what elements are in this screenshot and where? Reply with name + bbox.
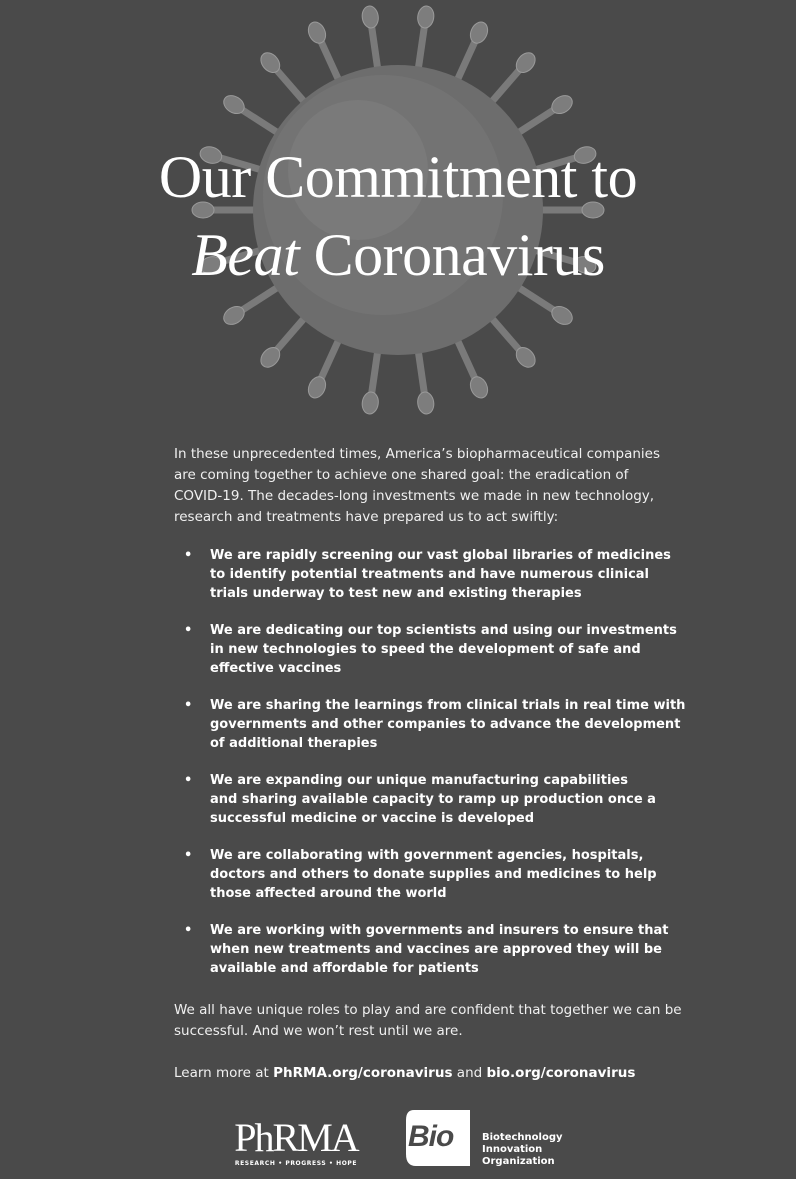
intro-line: research and treatments have prepared us to act swiftly: — [174, 509, 559, 525]
commitment-text: those affected around the world — [210, 886, 447, 901]
commitment-item — [182, 546, 671, 603]
virus-spike-head — [467, 19, 491, 46]
bullet-dot: • — [184, 623, 193, 638]
commitment-item — [182, 846, 657, 903]
bio-link[interactable]: bio.org/coronavirus — [486, 1065, 636, 1081]
bullet-dot: • — [184, 848, 193, 863]
headline-line-1: Our Commitment to — [158, 144, 638, 210]
bullet-dot: • — [184, 923, 193, 938]
phrma-link[interactable]: PhRMA.org/coronavirus — [273, 1065, 453, 1081]
virus-spike-head — [467, 374, 491, 401]
headline-line-2 — [0, 220, 796, 290]
commitment-text: We are expanding our unique manufacturing capabilities — [210, 773, 628, 788]
commitment-text: of additional therapies — [210, 736, 378, 751]
learn-more-prefix: Learn more at — [174, 1065, 274, 1081]
virus-spike-head — [416, 5, 435, 29]
bullet-dot: • — [184, 698, 193, 713]
phrma-logo — [232, 1115, 360, 1170]
phrma-tagline: RESEARCH • PROGRESS • HOPE — [234, 1160, 358, 1167]
headline-coronavirus: Coronavirus — [299, 222, 605, 288]
learn-more-line — [174, 1063, 654, 1084]
bullet-dot: • — [184, 548, 193, 563]
commitment-text: effective vaccines — [210, 661, 342, 676]
commitment-text: We are working with governments and insurers to ensure that — [210, 923, 669, 938]
commitment-item — [182, 921, 669, 978]
commitment-text: successful medicine or vaccine is developed — [210, 811, 535, 826]
closing-line: We all have unique roles to play and are confident that together we can be — [174, 1002, 682, 1018]
commitment-text: when new treatments and vaccines are approved they will be — [210, 942, 662, 957]
virus-spike-head — [416, 391, 435, 415]
commitment-item — [182, 696, 686, 753]
commitment-text: and sharing available capacity to ramp up production once a — [210, 792, 656, 807]
bullet-dot: • — [184, 773, 193, 788]
commitment-text: trials underway to test new and existing therapies — [210, 586, 582, 601]
commitment-text: available and affordable for patients — [210, 961, 479, 976]
bio-org-line: Innovation — [482, 1144, 543, 1155]
commitment-text: doctors and others to donate supplies and medicines to help — [210, 867, 657, 882]
commitment-text: We are collaborating with government agencies, hospitals, — [210, 848, 644, 863]
bio-org-line: Biotechnology — [482, 1132, 563, 1143]
commitment-list — [182, 546, 686, 996]
commitment-text: We are rapidly screening our vast global libraries of medicines — [210, 548, 671, 563]
phrma-wordmark: PhRMA — [234, 1115, 358, 1160]
intro-paragraph — [174, 444, 660, 528]
virus-spike-head — [305, 374, 329, 401]
bio-org-name — [482, 1132, 563, 1168]
headline-beat: Beat — [191, 222, 300, 288]
closing-paragraph — [174, 1000, 682, 1042]
commitment-text: We are sharing the learnings from clinical trials in real time with — [210, 698, 686, 713]
bio-org-line: Organization — [482, 1156, 555, 1167]
virus-spike-head — [361, 5, 380, 29]
closing-line: successful. And we won’t rest until we are. — [174, 1023, 463, 1039]
commitment-item — [182, 771, 656, 828]
bio-logo — [404, 1106, 564, 1172]
virus-spike-head — [305, 19, 329, 46]
bio-badge-text: Bio — [408, 1120, 454, 1153]
commitment-text: in new technologies to speed the development of safe and — [210, 642, 641, 657]
intro-line: COVID-19. The decades-long investments we made in new technology, — [174, 488, 655, 504]
commitment-text: We are dedicating our top scientists and using our investments — [210, 623, 677, 638]
intro-line: In these unprecedented times, America’s biopharmaceutical companies — [174, 446, 660, 462]
commitment-text: to identify potential treatments and have numerous clinical — [210, 567, 650, 582]
intro-line: are coming together to achieve one shared goal: the eradication of — [174, 467, 629, 483]
learn-more-and: and — [452, 1065, 487, 1081]
commitment-text: governments and other companies to advance the development — [210, 717, 681, 732]
commitment-item — [182, 621, 677, 678]
virus-spike-head — [361, 391, 380, 415]
